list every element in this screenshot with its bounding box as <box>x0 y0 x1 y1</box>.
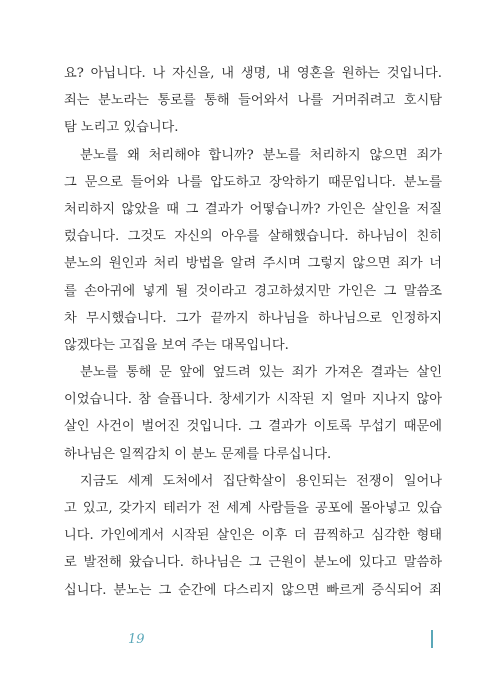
page-edge-mark <box>431 630 433 648</box>
text-line: 이었습니다. 참 슬픕니다. 창세기가 시작된 지 얼마 지나지 않아 <box>64 392 442 408</box>
text-line: 고 있고, 갖가지 테러가 전 세계 사람들을 공포에 몰아넣고 있습 <box>64 501 442 516</box>
text-line: 않겠다는 고집을 보여 주는 대목입니다. <box>64 337 289 353</box>
text-line: 십니다. 분노는 그 순간에 다스리지 않으면 빠르게 증식되어 죄 <box>64 582 442 598</box>
text-line: 분노의 원인과 처리 방법을 알려 주시며 그렇지 않으면 죄가 너 <box>64 256 442 272</box>
text-line: 니다. 가인에게서 시작된 살인은 이후 더 끔찍하고 심각한 형태 <box>64 528 442 544</box>
page-number: 19 <box>128 632 145 647</box>
text-line: 그 문으로 들어와 나를 압도하고 장악하기 때문입니다. 분노를 <box>64 174 442 190</box>
text-line: 분노를 통해 문 앞에 엎드려 있는 죄가 가져온 결과는 살인 <box>80 365 442 381</box>
text-line: 차 무시했습니다. 그가 끝까지 하나님을 하나님으로 인정하지 <box>64 310 442 326</box>
text-line: 를 손아귀에 넣게 될 것이라고 경고하셨지만 가인은 그 말씀조 <box>64 283 442 299</box>
text-line: 렀습니다. 그것도 자신의 아우를 살해했습니다. 하나님이 친히 <box>64 229 442 245</box>
text-line: 하나님은 일찍감치 이 분노 문제를 다루십니다. <box>64 446 332 462</box>
text-line: 분노를 왜 처리해야 합니까? 분노를 처리하지 않으면 죄가 <box>80 147 442 163</box>
text-line: 요? 아닙니다. 나 자신을, 내 생명, 내 영혼을 원하는 것입니다. <box>64 66 442 81</box>
text-line: 죄는 분노라는 통로를 통해 들어와서 나를 거머쥐려고 호시탐 <box>64 93 442 109</box>
body-text <box>64 60 442 604</box>
text-line: 탐 노리고 있습니다. <box>64 120 179 136</box>
text-line: 지금도 세계 도처에서 집단학살이 용인되는 전쟁이 일어나 <box>80 473 442 489</box>
text-line: 로 발전해 왔습니다. 하나님은 그 근원이 분노에 있다고 말씀하 <box>64 555 442 571</box>
text-line: 처리하지 않았을 때 그 결과가 어떻습니까? 가인은 살인을 저질 <box>64 201 442 217</box>
text-line: 살인 사건이 벌어진 것입니다. 그 결과가 이토록 무섭기 때문에 <box>64 419 442 435</box>
